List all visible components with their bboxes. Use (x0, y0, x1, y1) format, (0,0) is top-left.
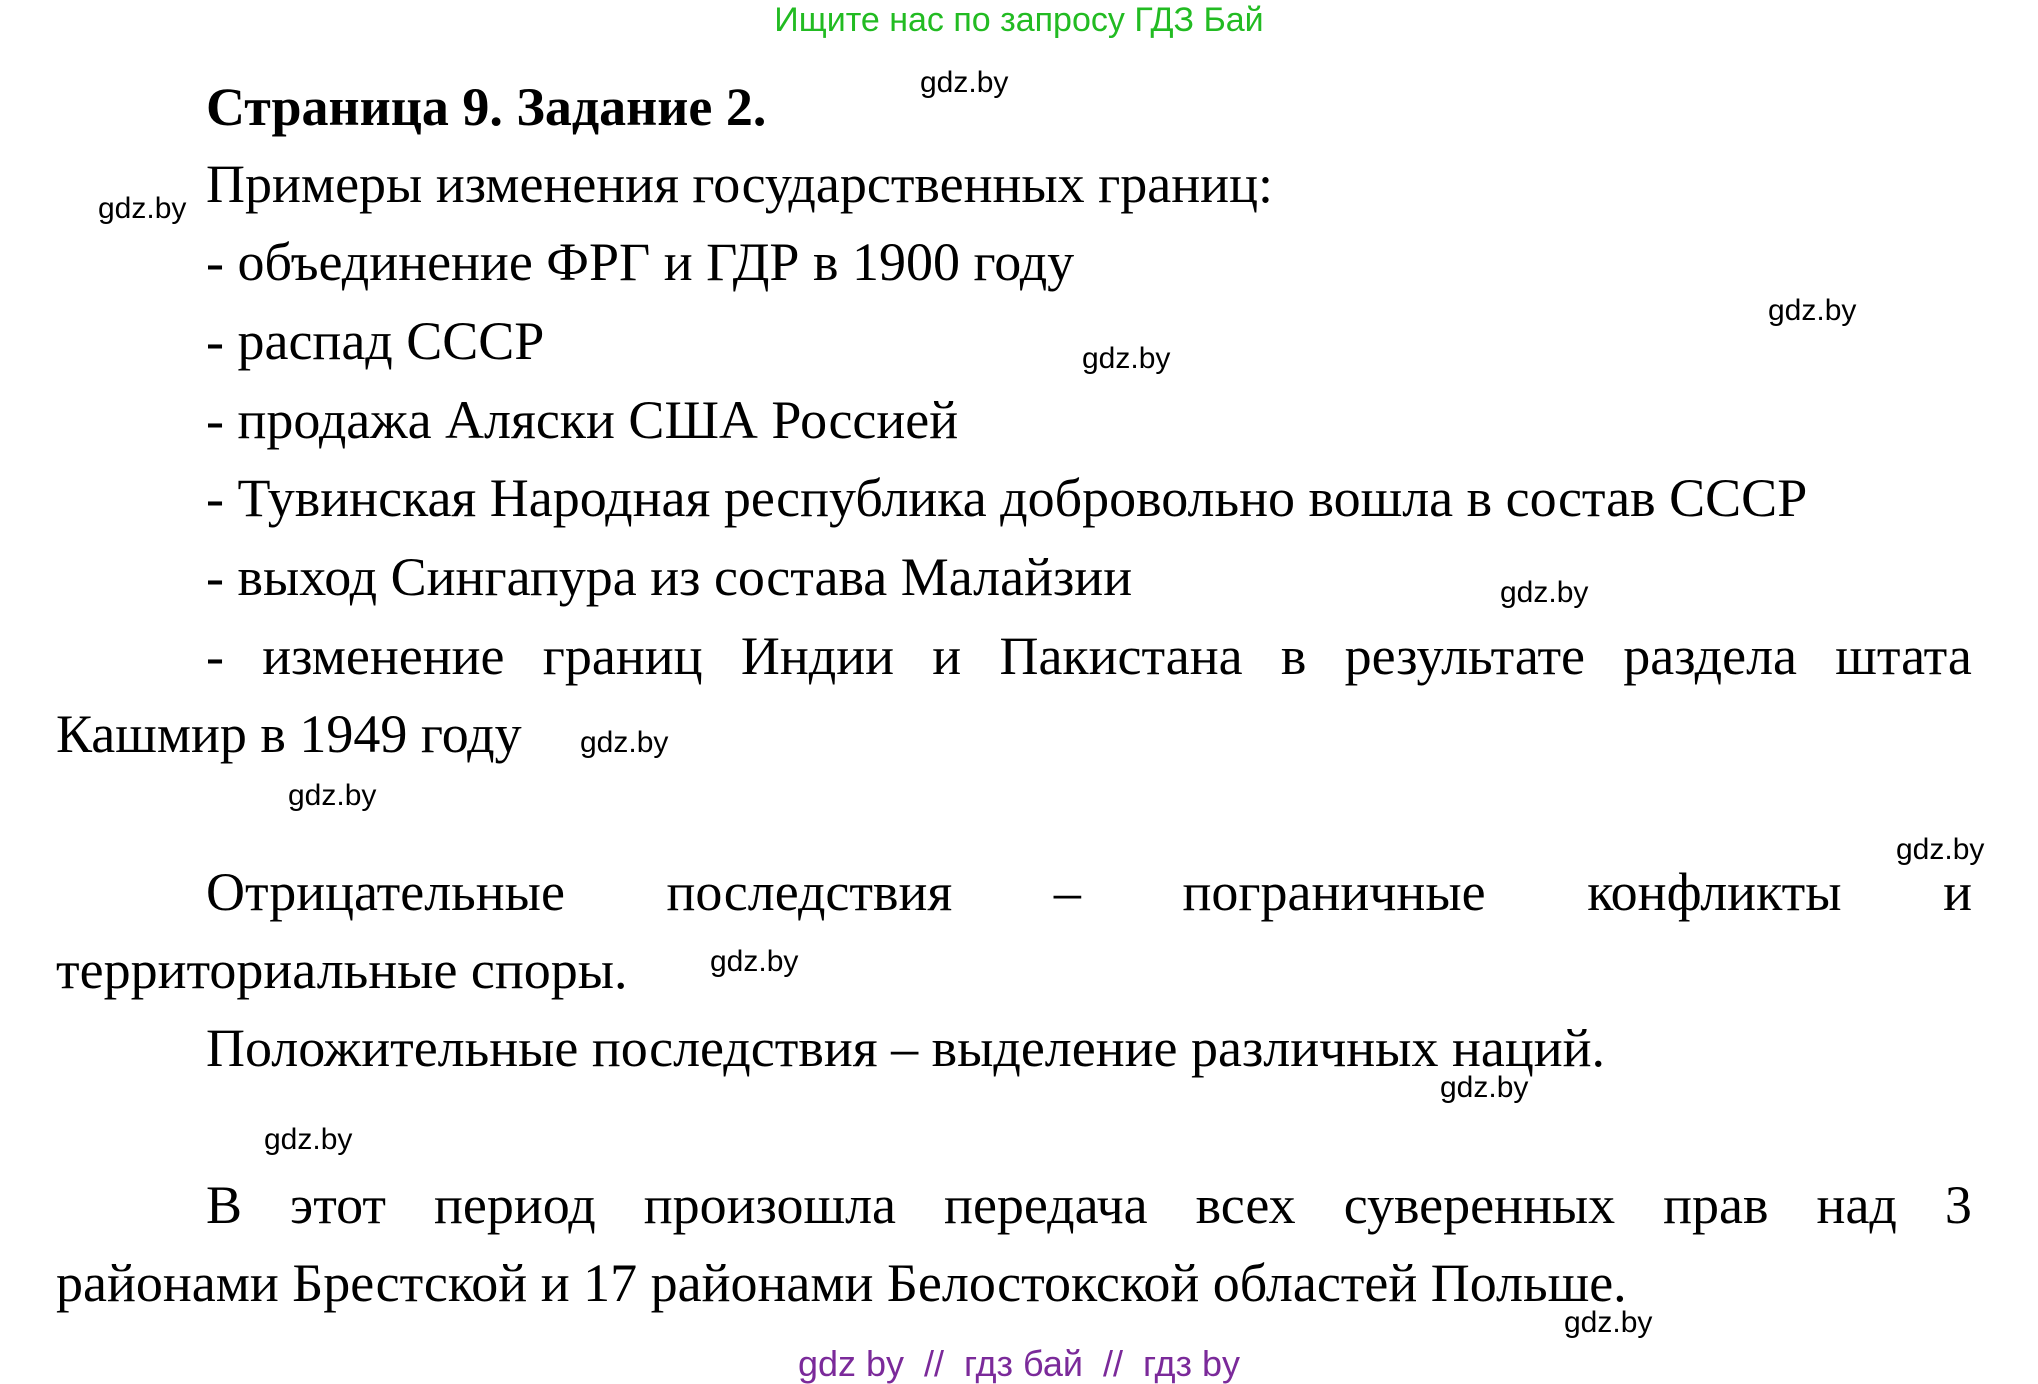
word: конфликты (1587, 862, 1842, 922)
page-title: Страница 9. Задание 2. (206, 77, 767, 137)
watermark: gdz.by (710, 945, 799, 978)
kashmir-line-2: Кашмир в 1949 году (56, 704, 522, 764)
watermark: gdz.by (920, 66, 1009, 99)
watermark: gdz.by (1896, 833, 1985, 866)
watermark: gdz.by (1500, 576, 1589, 609)
word: Отрицательные (206, 862, 565, 922)
transfer-line-2: районами Брестской и 17 районами Белостокской областей Польше. (56, 1253, 1627, 1313)
word: раздела (1623, 626, 1797, 686)
word: границ (542, 626, 703, 686)
watermark: gdz.by (1440, 1071, 1529, 1104)
negative-line-2: территориальные споры. (56, 940, 628, 1000)
word: передача (944, 1175, 1148, 1235)
word: результате (1344, 626, 1586, 686)
watermark: gdz.by (98, 192, 187, 225)
word: прав (1663, 1175, 1769, 1235)
example-item: - объединение ФРГ и ГДР в 1900 году (206, 232, 1075, 292)
example-item: - выход Сингапура из состава Малайзии (206, 547, 1133, 607)
word: всех (1195, 1175, 1296, 1235)
word: В (206, 1175, 243, 1235)
word: изменение (262, 626, 505, 686)
watermark: gdz.by (1082, 342, 1171, 375)
intro-line: Примеры изменения государственных границ: (206, 154, 1273, 214)
negative-line-1 (206, 860, 1972, 924)
word: этот (290, 1175, 386, 1235)
word: и (1943, 862, 1972, 922)
word: в (1280, 626, 1307, 686)
watermark: gdz.by (580, 726, 669, 759)
word: период (434, 1175, 596, 1235)
word: пограничные (1182, 862, 1486, 922)
word: над (1816, 1175, 1897, 1235)
example-item: - распад СССР (206, 311, 545, 371)
transfer-line-1 (206, 1173, 1972, 1237)
word: – (1053, 862, 1081, 922)
word: суверенных (1343, 1175, 1616, 1235)
watermark: gdz.by (1564, 1306, 1653, 1339)
word: произошла (643, 1175, 897, 1235)
footer-watermark: gdz by // гдз бай // гдз by (797, 1343, 1241, 1384)
word: последствия (666, 862, 953, 922)
watermark: gdz.by (1768, 294, 1857, 327)
positive-line: Положительные последствия – выделение различных наций. (206, 1018, 1606, 1078)
word: штата (1835, 626, 1972, 686)
word: - (206, 626, 224, 686)
word: и (932, 626, 962, 686)
watermark: gdz.by (288, 779, 377, 812)
example-item: - продажа Аляски США Россией (206, 390, 959, 450)
word: Пакистана (999, 626, 1243, 686)
word: Индии (740, 626, 895, 686)
word: 3 (1944, 1175, 1972, 1235)
watermark: gdz.by (264, 1123, 353, 1156)
search-banner: Ищите нас по запросу ГДЗ Бай (774, 1, 1264, 39)
example-item: - Тувинская Народная республика добровольно вошла в состав СССР (206, 468, 1808, 528)
kashmir-line-1 (206, 624, 1972, 688)
